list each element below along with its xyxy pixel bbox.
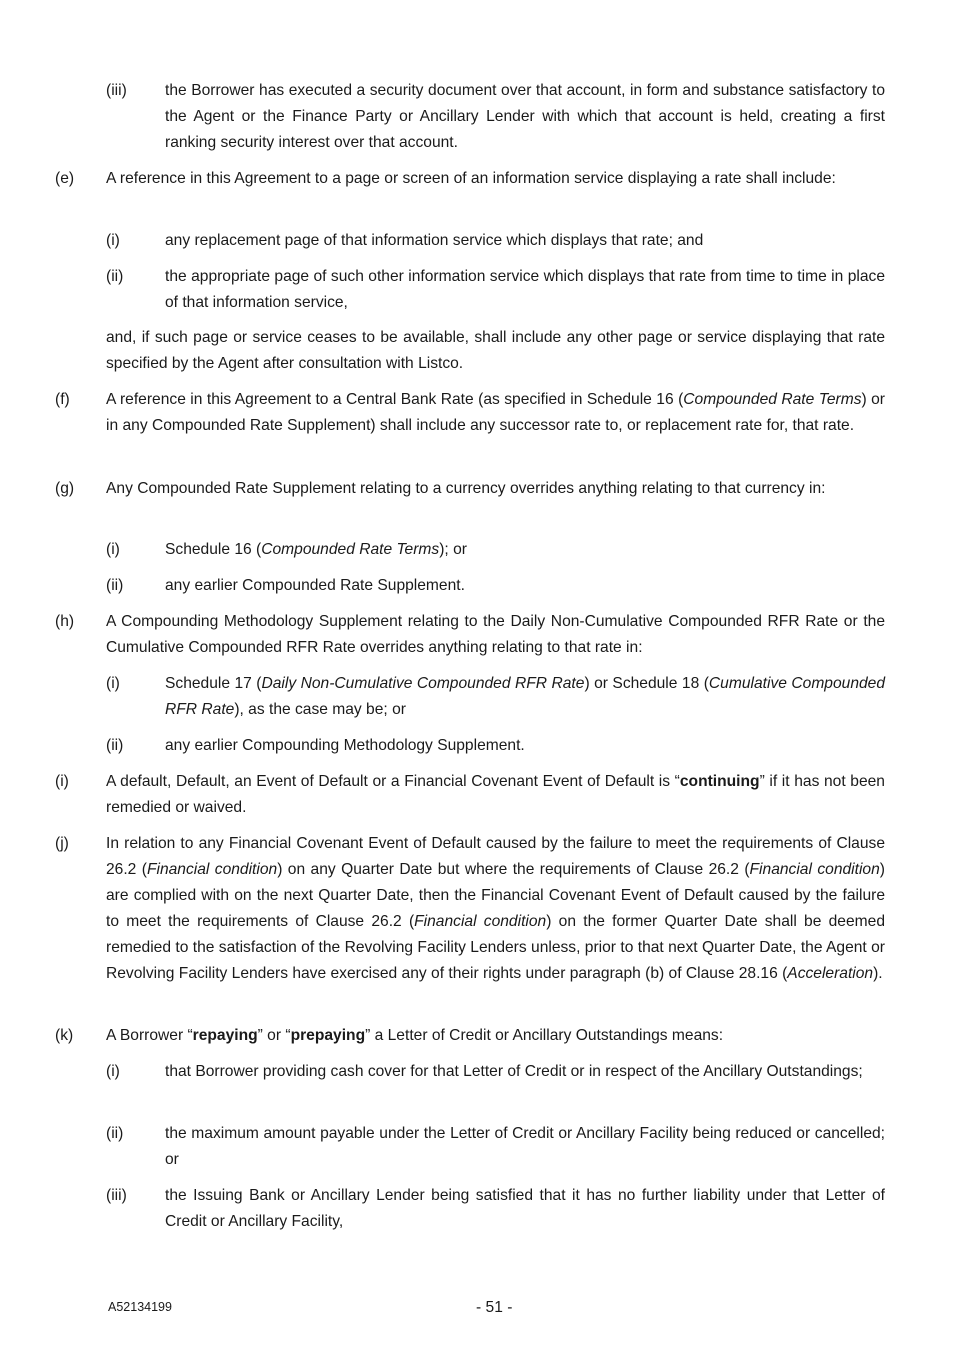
paragraph-e: A reference in this Agreement to a page or screen of an information service displaying a rate shall include: xyxy=(106,170,836,187)
paragraph-i: A default, Default, an Event of Default or a Financial Covenant Event of Default is “continuing” if it has not been remedied or waived. xyxy=(106,773,885,816)
paragraph-d-iii: the Borrower has executed a security document over that account, in form and substance satisfactory to the Agent or the Finance Party or Ancillary Lender with which that account is held, creating a first ranking security interest over that account. xyxy=(165,82,885,151)
paragraph-h-ii: any earlier Compounding Methodology Supplement. xyxy=(165,737,525,754)
paragraph-k-i: that Borrower providing cash cover for that Letter of Credit or in respect of the Ancillary Outstandings; xyxy=(165,1063,863,1080)
paragraph-e-ii: the appropriate page of such other information service which displays that rate from time to time in place of that information service, xyxy=(165,268,885,311)
page-number: - 51 - xyxy=(476,1299,513,1316)
paragraph-h-i: Schedule 17 (Daily Non-Cumulative Compounded RFR Rate) or Schedule 18 (Cumulative Compounded RFR Rate), as the case may be; or xyxy=(165,675,886,718)
list-label: (iii) xyxy=(106,82,127,99)
document-reference: A52134199 xyxy=(108,1300,172,1314)
clause-label: (g) xyxy=(55,480,75,497)
paragraph-k: A Borrower “repaying” or “prepaying” a Letter of Credit or Ancillary Outstandings means: xyxy=(106,1027,724,1044)
clause-label: (j) xyxy=(55,835,69,852)
paragraph-j: In relation to any Financial Covenant Event of Default caused by the failure to meet the requirements of Clause 26.2 (Financial condition) on any Quarter Date but where the requirements of Clause 26.2 (Financial condition) are complied with on the next Quarter Date, then the Financial Covenant Event of Default caused by the failure to meet the requirements of Clause 26.2 (Financial condition) on the former Quarter Date shall be deemed remedied to the satisfaction of the Revolving Facility Lenders unless, prior to that next Quarter Date, the Agent or Revolving Facility Lenders have exercised any of their rights under paragraph (b) of Clause 28.16 (Acceleration). xyxy=(106,835,885,982)
paragraph-h: A Compounding Methodology Supplement relating to the Daily Non-Cumulative Compounded RFR Rate or the Cumulative Compounded RFR Rate overrides anything relating to that rate in: xyxy=(106,613,885,656)
clause-label: (h) xyxy=(55,613,75,630)
paragraph-k-iii: the Issuing Bank or Ancillary Lender being satisfied that it has no further liability under that Letter of Credit or Ancillary Facility, xyxy=(165,1187,885,1230)
clause-label: (f) xyxy=(55,391,70,408)
clause-label: (k) xyxy=(55,1027,74,1044)
paragraph-k-ii: the maximum amount payable under the Letter of Credit or Ancillary Facility being reduced or cancelled; or xyxy=(165,1125,885,1168)
list-label: (iii) xyxy=(106,1187,127,1204)
paragraph-f: A reference in this Agreement to a Central Bank Rate (as specified in Schedule 16 (Compounded Rate Terms) or in any Compounded Rate Supplement) shall include any successor rate to, or replacement rate for, that rate. xyxy=(106,391,886,434)
list-label: (i) xyxy=(106,1063,120,1080)
list-label: (ii) xyxy=(106,577,124,594)
paragraph-e-i: any replacement page of that information service which displays that rate; and xyxy=(165,232,704,249)
list-label: (i) xyxy=(106,541,120,558)
list-label: (i) xyxy=(106,675,120,692)
list-label: (i) xyxy=(106,232,120,249)
clause-label: (i) xyxy=(55,773,69,790)
list-label: (ii) xyxy=(106,268,124,285)
paragraph-g-ii: any earlier Compounded Rate Supplement. xyxy=(165,577,465,594)
paragraph-g-i: Schedule 16 (Compounded Rate Terms); or xyxy=(165,541,467,558)
list-label: (ii) xyxy=(106,737,124,754)
paragraph-g: Any Compounded Rate Supplement relating to a currency overrides anything relating to that currency in: xyxy=(106,480,826,497)
paragraph-e-tail: and, if such page or service ceases to be available, shall include any other page or service displaying that rate specified by the Agent after consultation with Listco. xyxy=(106,329,885,372)
clause-label: (e) xyxy=(55,170,75,187)
list-label: (ii) xyxy=(106,1125,124,1142)
